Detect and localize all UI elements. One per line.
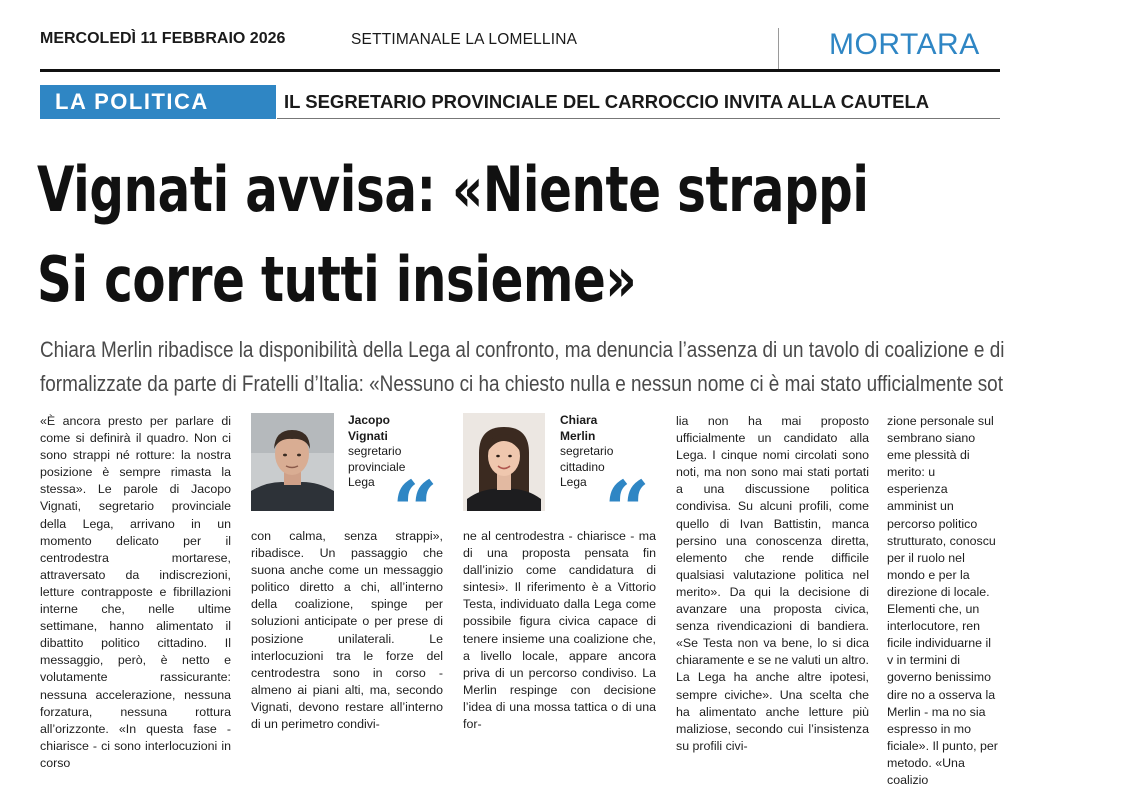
profile-name-line-1: Chiara bbox=[560, 413, 598, 427]
column-1-text: «È ancora presto per parlare di come si definirà il quadro. Non ci sono strappi né rotture: la nostra posizione è sempre rimasta la stessa». Le parole di Jacopo Vignati, segretario provinciale della Lega, arrivano in un momento delicato per il centrodestra mortarese, attraversato da indiscrezioni, letture contrapposte e fibrillazioni interne che, nelle ultime settimane, hanno alimentato il dibattito politico cittadino. Il messaggio, però, è netto e volutamente rassicurante: nessuna accelerazione, nessuna forzatura, nessuna rottura all’orizzonte. «In questa fase - chiarisce - ci sono interlocuzioni in corso bbox=[40, 414, 231, 770]
portrait-woman-icon bbox=[463, 413, 545, 511]
city-section-title: MORTARA bbox=[829, 28, 980, 61]
subtitle-line-2: formalizzate da parte di Fratelli d’Italia: «Nessuno ci ha chiesto nulla e nessun nome ci è mai stato ufficialmente sot bbox=[40, 371, 1003, 396]
profile-role-line-3: Lega bbox=[348, 475, 375, 489]
article-kicker: IL SEGRETARIO PROVINCIALE DEL CARROCCIO INVITA ALLA CAUTELA bbox=[284, 91, 930, 112]
portrait-man-icon bbox=[251, 413, 334, 511]
profile-role-line-1: segretario bbox=[348, 444, 402, 458]
article-column-1 bbox=[40, 413, 231, 770]
column-4-text: lia non ha mai proposto ufficialmente un candidato alla Lega. I cinque nomi circolati sono noti, ma non sono mai stati portati a una discussione politica condivisa. Su alcuni profili, come quello di Ivan Battistin, manca persino una conoscenza diretta, elemento che rende difficile qualsiasi valutazione politica nel merito». Da qui la decisione di avanzare una proposta civica, senza rivendicazioni di bandiera. «Se Testa non va bene, lo si dica chiaramente e se ne valuti un altro. La Lega ha anche altre ipotesi, sempre civiche». Una scelta che ha alimentato anche letture più maliziose, secondo cui l’insistenza su profili civi- bbox=[676, 414, 869, 753]
profile-role-line-2: cittadino bbox=[560, 459, 605, 474]
header-divider bbox=[778, 28, 779, 70]
header-rule bbox=[40, 69, 1000, 72]
article-column-4 bbox=[676, 413, 869, 753]
profile-name-line-2: Vignati bbox=[348, 428, 388, 443]
article-column-3 bbox=[463, 528, 656, 732]
issue-date: MERCOLEDÌ 11 FEBBRAIO 2026 bbox=[40, 30, 286, 47]
article-subtitle bbox=[40, 333, 1141, 401]
profile-name-line-1: Jacopo bbox=[348, 413, 391, 427]
profile-role-line-3: Lega bbox=[560, 475, 587, 489]
subtitle-line-1: Chiara Merlin ribadisce la disponibilità della Lega al confronto, ma denuncia l’assenza di un tavolo di coalizione e di bbox=[40, 337, 1005, 362]
article-column-2 bbox=[251, 528, 443, 732]
quote-mark-icon: “ bbox=[604, 463, 651, 557]
section-tag: LA POLITICA bbox=[40, 85, 276, 119]
portrait-man-photo bbox=[251, 413, 334, 511]
article-column-5 bbox=[887, 413, 999, 787]
profile-name-line-2: Merlin bbox=[560, 428, 596, 443]
column-5-text: zione personale sul sembrano siano eme plessità di merito: u esperienza amminist un percorso politico strutturato, conoscu per il ruolo nel mondo e per la direzione di locale. Elementi che, un interlocutore, ren ficile individuarne il v in termini di governo benissimo dire no a osserva la Merlin - ma no sia espresso in mo ficiale». Il punto, per metodo. «Una coalizio bbox=[887, 414, 998, 787]
column-3-text: ne al centrodestra - chiarisce - ma di una proposta pensata fin dall’inizio come candidatura di sintesi». Il riferimento è a Vittorio Testa, individuato dalla Lega come possibile figura civica capace di tenere insieme una coalizione che, a livello locale, appare ancora priva di un percorso condiviso. La Merlin respinge con decisione l’idea di una mossa tattica o di una for- bbox=[463, 529, 656, 732]
article-headline bbox=[37, 145, 869, 325]
portrait-woman-photo bbox=[463, 413, 545, 511]
profile-role-line-2: provinciale bbox=[348, 459, 406, 474]
headline-line-1: Vignati avvisa: «Niente strappi bbox=[37, 153, 869, 226]
column-2-text: con calma, senza strappi», ribadisce. Un passaggio che suona anche come un messaggio politico diretto a chi, all’interno della coalizione, spinge per soluzioni anticipate o per prese di posizione unilaterali. Le interlocuzioni tra le forze del centrodestra sono in corso - almeno ai piani alti, ma, secondo Vignati, devono restare all’interno di un perimetro condivi- bbox=[251, 529, 443, 732]
kicker-rule bbox=[277, 118, 1000, 119]
profile-role-line-1: segretario bbox=[560, 444, 614, 458]
publication-name: SETTIMANALE LA LOMELLINA bbox=[351, 31, 578, 48]
quote-mark-icon: “ bbox=[392, 463, 439, 557]
headline-line-2: Si corre tutti insieme» bbox=[37, 243, 637, 316]
